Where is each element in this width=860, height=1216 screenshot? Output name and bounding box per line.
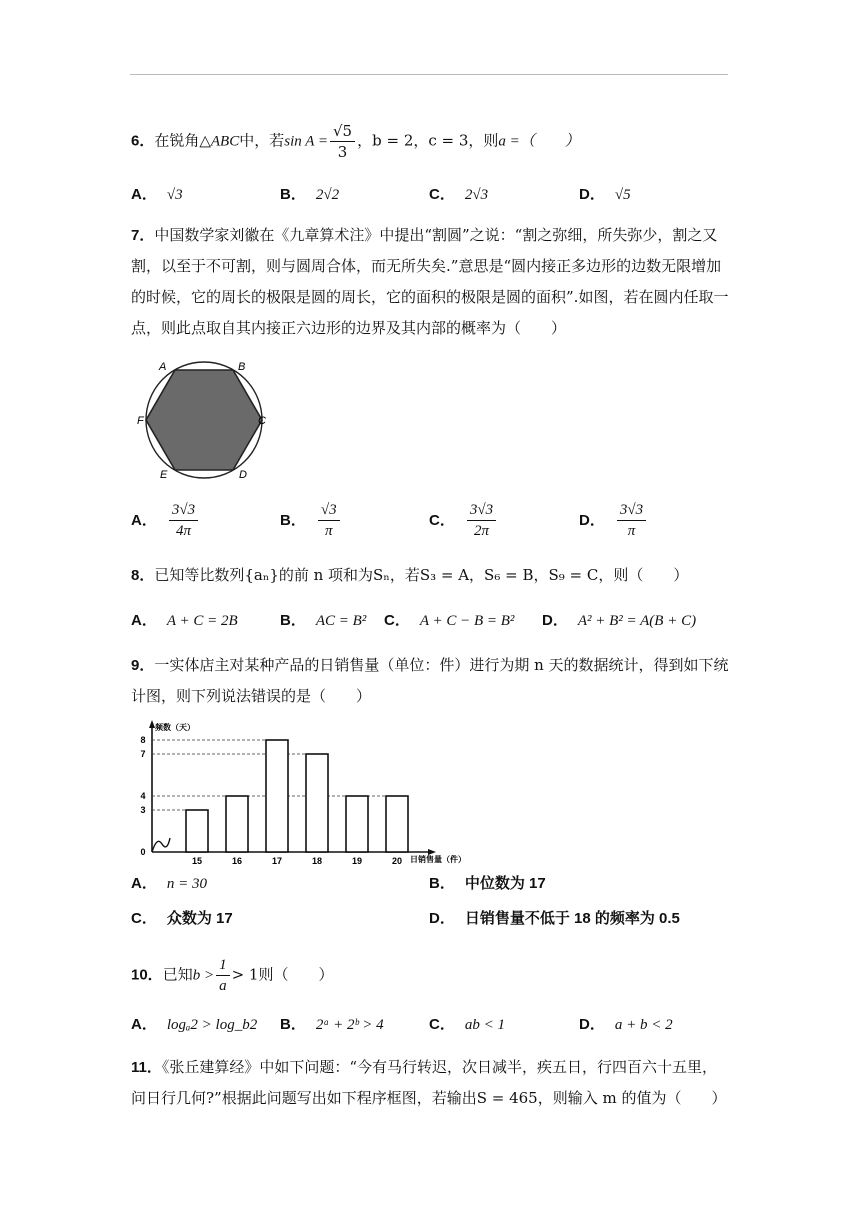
question-number: 8． [131,567,155,584]
vertex-label-a: A [159,361,167,373]
header-rule [130,74,728,75]
option-b[interactable] [280,500,342,541]
option-label: A． [131,612,157,629]
option-text: 2√3 [464,187,489,203]
denominator: a [219,978,227,994]
numerator: √5 [330,121,355,142]
q7-line-1 [131,220,731,251]
numerator: 3√3 [467,500,496,521]
option-label: B． [280,511,306,529]
option-text: √3 [166,187,183,203]
q6-fraction [330,121,355,162]
bar-19 [346,796,368,852]
q10-text-post: > 1则（ ） [231,965,334,984]
q10-text: 已知 [162,965,193,984]
y-axis-label: 频数（天） [155,723,195,732]
q7-options [131,500,731,546]
option-label: C． [429,1016,455,1033]
q6-text: 在锐角 [154,131,200,150]
option-a[interactable] [131,500,200,541]
option-a[interactable] [131,1013,257,1034]
q7-line-3: 的时候，它的周长的极限是圆的周长，它的面积的极限是圆的面积”.如图，若在圆内任取一 [131,288,729,306]
denominator: 3 [337,143,348,161]
option-d[interactable] [542,609,696,630]
option-label: D． [579,1016,605,1033]
option-b[interactable] [429,872,546,893]
option-label: B． [280,612,306,629]
q6-text-mid: 中，若 [239,131,285,150]
q11-line-1 [131,1052,731,1083]
q10-b: b > [192,967,215,984]
numerator: √3 [318,500,340,521]
option-c[interactable] [384,609,514,630]
vertex-label-e: E [160,469,168,481]
option-text: 日销售量不低于 18 的频率为 0.5 [464,910,680,927]
q6-text-a: a =（ ） [498,133,580,150]
q11-line-2: 问日行几何?”根据此问题写出如下程序框图，若输出S = 465，则输入 m 的值为（ ） [131,1089,727,1107]
question-7 [131,220,731,344]
q6-options [131,183,731,215]
q9-options-row-2 [131,907,731,939]
vertex-label-b: B [238,361,246,373]
option-b[interactable] [280,609,366,630]
option-text: 众数为 17 [166,910,233,927]
vertex-label-f: F [137,415,144,427]
bar-16 [226,796,248,852]
option-text: √5 [614,187,631,203]
numerator: 1 [216,955,230,976]
option-label: A． [131,875,157,892]
question-number: 11． [131,1059,162,1076]
option-text: n = 30 [166,876,207,892]
q7-line-2: 割，以至于不可割，则与圆周合体，而无所失矣.”意思是“圆内接正多边形的边数无限增加 [131,257,722,275]
y-tick-label-7: 7 [140,749,146,759]
question-number: 10． [131,966,163,984]
option-label: B． [280,1016,306,1033]
option-text: ab < 1 [464,1017,505,1033]
option-b[interactable] [280,1013,384,1034]
x-tick-label-19: 19 [351,856,363,866]
x-tick-label-17: 17 [271,856,283,866]
x-axis-label: 日销售量（件） [410,855,466,864]
y-tick-label-0: 0 [140,847,146,857]
option-d[interactable] [429,907,680,928]
q9-line-1 [131,650,731,681]
q10-fraction [216,955,230,996]
y-tick-label-3: 3 [140,805,146,815]
q9-line-2: 计图，则下列说法错误的是（ ） [131,687,372,705]
option-label: D． [579,511,605,529]
question-6 [131,121,731,162]
denominator: 4π [175,523,191,539]
option-fraction [169,500,198,541]
hexagon-in-circle-figure [135,358,275,483]
option-c[interactable] [429,183,488,204]
vertex-label-d: D [239,469,247,481]
option-a[interactable] [131,609,238,630]
option-a[interactable] [131,872,207,893]
option-label: B． [280,186,306,203]
denominator: 2π [473,523,489,539]
q8-text: 已知等比数列{aₙ}的前 n 项和为Sₙ，若S₃ = A，S₆ = B，S₉ = C，则（ ） [154,566,689,584]
q9-text: 一实体店主对某种产品的日销售量（单位：件）进行为期 n 天的数据统计，得到如下统 [154,656,729,674]
option-text: 中位数为 17 [464,875,546,892]
option-label: A． [131,511,157,529]
option-text: 2ᵃ + 2ᵇ > 4 [315,1017,384,1033]
vertex-label-c: C [258,415,266,427]
option-text: A² + B² = A(B + C) [577,613,697,629]
q11-text: 《张丘建算经》中如下问题：“今有马行转迟，次日减半，疾五日，行四百六十五里， [161,1058,718,1076]
question-number: 6． [131,132,155,150]
option-c[interactable] [429,500,498,541]
option-b[interactable] [280,183,339,204]
q6-triangle: △ABC [199,133,240,150]
axis-break [152,838,170,852]
q7-line-4: 点，则此点取自其内接正六边形的边界及其内部的概率为（ ） [131,319,567,337]
option-a[interactable] [131,183,183,204]
question-number: 7． [131,227,155,244]
bar-18 [306,754,328,852]
question-number: 9． [131,657,155,674]
option-label: C． [429,186,455,203]
q6-text-b: ，b = 2，c = 3，则 [357,131,499,150]
numerator: 3√3 [169,500,198,521]
chart-plot [140,720,436,866]
option-fraction [467,500,496,541]
option-text: a + b < 2 [614,1017,673,1033]
option-d[interactable] [579,183,631,204]
y-tick-label-8: 8 [140,735,146,745]
option-label: A． [131,1016,157,1033]
q7-text: 中国数学家刘徽在《九章算术注》中提出“割圆”之说：“割之弥细，所失弥少，割之又 [154,226,718,244]
x-tick-label-18: 18 [311,856,323,866]
q10-options [131,1013,731,1045]
denominator: π [324,523,333,539]
hexagon [146,370,262,470]
q8-options [131,609,731,641]
option-d[interactable] [579,500,648,541]
option-label: A． [131,186,157,203]
option-c[interactable] [429,1013,505,1034]
bar-17 [266,740,288,852]
option-label: D． [429,910,455,927]
y-tick-label-4: 4 [140,791,146,801]
option-label: C． [131,910,157,927]
denominator: π [627,523,636,539]
option-label: C． [429,511,455,529]
question-11 [131,1052,731,1114]
numerator: 3√3 [617,500,646,521]
option-fraction [318,500,340,541]
bar-20 [386,796,408,852]
x-tick-label-16: 16 [231,856,243,866]
option-text: AC = B² [315,613,367,629]
option-label: B． [429,875,455,892]
option-fraction [617,500,646,541]
option-text: 2√2 [315,187,340,203]
option-label: C． [384,612,410,629]
option-text: A + C = 2B [166,613,238,629]
question-9 [131,650,731,712]
bar-15 [186,810,208,852]
q9-options-row-1 [131,872,731,904]
question-8 [131,560,731,591]
option-label: D． [579,186,605,203]
q6-sin: sin A = [284,133,328,150]
x-tick-label-15: 15 [191,856,203,866]
question-10 [131,955,731,996]
option-c[interactable] [131,907,233,928]
x-tick-label-20: 20 [391,856,403,866]
sales-frequency-chart [130,720,490,868]
option-label: D． [542,612,568,629]
option-text: A + C − B = B² [419,613,515,629]
option-d[interactable] [579,1013,673,1034]
option-text: logₐ2 > log_b2 [166,1017,258,1033]
